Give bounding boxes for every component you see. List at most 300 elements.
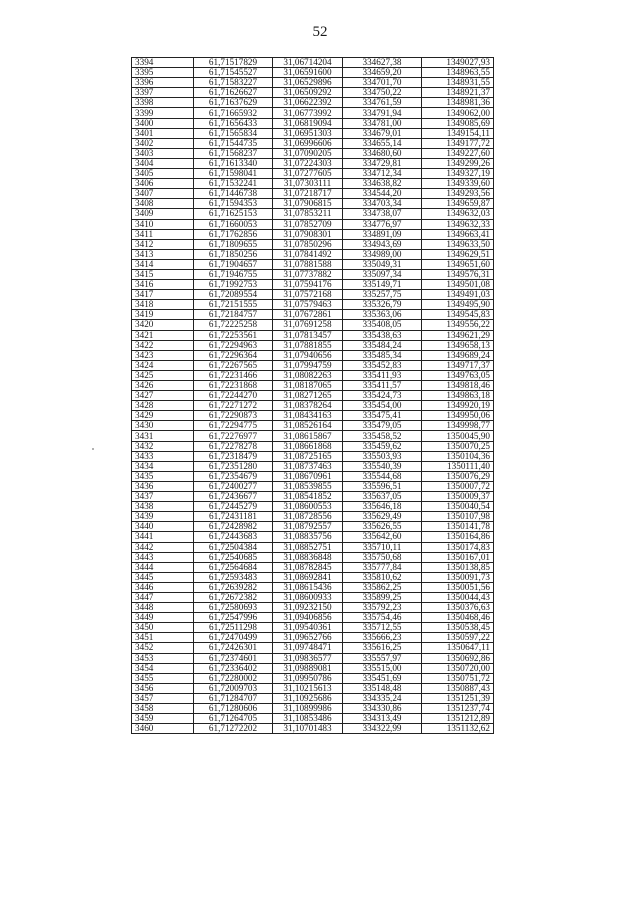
longitude-cell: 31,07594176 bbox=[273, 280, 343, 290]
table-row bbox=[132, 78, 494, 88]
page-number: 52 bbox=[312, 24, 328, 40]
x-coordinate-cell: 334703,34 bbox=[343, 199, 422, 209]
x-coordinate-cell: 335712,55 bbox=[343, 623, 422, 633]
point-number-cell: 3434 bbox=[132, 461, 194, 471]
x-coordinate-cell: 335257,75 bbox=[343, 290, 422, 300]
point-number-cell: 3398 bbox=[132, 98, 194, 108]
y-coordinate-cell: 1349689,24 bbox=[422, 350, 494, 360]
table-row bbox=[132, 229, 494, 239]
point-number-cell: 3412 bbox=[132, 239, 194, 249]
latitude-cell: 61,72318479 bbox=[194, 451, 273, 461]
table-row bbox=[132, 471, 494, 481]
point-number-cell: 3446 bbox=[132, 582, 194, 592]
table-row bbox=[132, 481, 494, 491]
longitude-cell: 31,07737882 bbox=[273, 269, 343, 279]
latitude-cell: 61,71545527 bbox=[194, 68, 273, 78]
point-number-cell: 3415 bbox=[132, 269, 194, 279]
longitude-cell: 31,06773992 bbox=[273, 108, 343, 118]
table-row bbox=[132, 199, 494, 209]
table-row bbox=[132, 179, 494, 189]
y-coordinate-cell: 1350051,56 bbox=[422, 582, 494, 592]
table-row bbox=[132, 128, 494, 138]
latitude-cell: 61,71992753 bbox=[194, 280, 273, 290]
x-coordinate-cell: 335451,69 bbox=[343, 673, 422, 683]
point-number-cell: 3416 bbox=[132, 280, 194, 290]
point-number-cell: 3395 bbox=[132, 68, 194, 78]
y-coordinate-cell: 1349629,51 bbox=[422, 249, 494, 259]
longitude-cell: 31,07303111 bbox=[273, 179, 343, 189]
y-coordinate-cell: 1349085,69 bbox=[422, 118, 494, 128]
x-coordinate-cell: 335777,84 bbox=[343, 562, 422, 572]
longitude-cell: 31,09540361 bbox=[273, 623, 343, 633]
latitude-cell: 61,72431181 bbox=[194, 512, 273, 522]
longitude-cell: 31,07906815 bbox=[273, 199, 343, 209]
y-coordinate-cell: 1349545,83 bbox=[422, 310, 494, 320]
x-coordinate-cell: 335642,60 bbox=[343, 532, 422, 542]
point-number-cell: 3431 bbox=[132, 431, 194, 441]
latitude-cell: 61,71284707 bbox=[194, 693, 273, 703]
point-number-cell: 3411 bbox=[132, 229, 194, 239]
x-coordinate-cell: 335408,05 bbox=[343, 320, 422, 330]
x-coordinate-cell: 334781,00 bbox=[343, 118, 422, 128]
point-number-cell: 3425 bbox=[132, 370, 194, 380]
point-number-cell: 3436 bbox=[132, 481, 194, 491]
point-number-cell: 3427 bbox=[132, 391, 194, 401]
latitude-cell: 61,72184757 bbox=[194, 310, 273, 320]
longitude-cell: 31,07691258 bbox=[273, 320, 343, 330]
x-coordinate-cell: 334776,97 bbox=[343, 219, 422, 229]
table-row bbox=[132, 592, 494, 602]
y-coordinate-cell: 1350468,46 bbox=[422, 613, 494, 623]
longitude-cell: 31,09652766 bbox=[273, 633, 343, 643]
point-number-cell: 3433 bbox=[132, 451, 194, 461]
longitude-cell: 31,08852751 bbox=[273, 542, 343, 552]
y-coordinate-cell: 1349491,03 bbox=[422, 290, 494, 300]
x-coordinate-cell: 334989,00 bbox=[343, 249, 422, 259]
point-number-cell: 3458 bbox=[132, 704, 194, 714]
table-row bbox=[132, 169, 494, 179]
x-coordinate-cell: 335666,23 bbox=[343, 633, 422, 643]
point-number-cell: 3399 bbox=[132, 108, 194, 118]
latitude-cell: 61,71946755 bbox=[194, 269, 273, 279]
point-number-cell: 3429 bbox=[132, 411, 194, 421]
point-number-cell: 3421 bbox=[132, 330, 194, 340]
table-row bbox=[132, 421, 494, 431]
y-coordinate-cell: 1351237,74 bbox=[422, 704, 494, 714]
longitude-cell: 31,06951303 bbox=[273, 128, 343, 138]
x-coordinate-cell: 334638,82 bbox=[343, 179, 422, 189]
longitude-cell: 31,09889081 bbox=[273, 663, 343, 673]
latitude-cell: 61,71637629 bbox=[194, 98, 273, 108]
table-row bbox=[132, 633, 494, 643]
x-coordinate-cell: 335411,93 bbox=[343, 370, 422, 380]
y-coordinate-cell: 1349633,50 bbox=[422, 239, 494, 249]
longitude-cell: 31,07853211 bbox=[273, 209, 343, 219]
point-number-cell: 3397 bbox=[132, 88, 194, 98]
x-coordinate-cell: 335515,00 bbox=[343, 663, 422, 673]
x-coordinate-cell: 334701,70 bbox=[343, 78, 422, 88]
y-coordinate-cell: 1349293,56 bbox=[422, 189, 494, 199]
latitude-cell: 61,72428982 bbox=[194, 522, 273, 532]
longitude-cell: 31,07940656 bbox=[273, 350, 343, 360]
latitude-cell: 61,72436677 bbox=[194, 492, 273, 502]
latitude-cell: 61,72278278 bbox=[194, 441, 273, 451]
y-coordinate-cell: 1350076,29 bbox=[422, 471, 494, 481]
longitude-cell: 31,10925686 bbox=[273, 693, 343, 703]
x-coordinate-cell: 335458,52 bbox=[343, 431, 422, 441]
longitude-cell: 31,06591600 bbox=[273, 68, 343, 78]
y-coordinate-cell: 1350138,85 bbox=[422, 562, 494, 572]
point-number-cell: 3441 bbox=[132, 532, 194, 542]
y-coordinate-cell: 1351212,89 bbox=[422, 714, 494, 724]
point-number-cell: 3442 bbox=[132, 542, 194, 552]
latitude-cell: 61,72280002 bbox=[194, 673, 273, 683]
latitude-cell: 61,72540685 bbox=[194, 552, 273, 562]
y-coordinate-cell: 1350111,40 bbox=[422, 461, 494, 471]
table-row bbox=[132, 58, 494, 68]
latitude-cell: 61,72267565 bbox=[194, 360, 273, 370]
table-row bbox=[132, 158, 494, 168]
longitude-cell: 31,07224303 bbox=[273, 158, 343, 168]
point-number-cell: 3419 bbox=[132, 310, 194, 320]
table-row bbox=[132, 522, 494, 532]
y-coordinate-cell: 1350692,86 bbox=[422, 653, 494, 663]
x-coordinate-cell: 335540,39 bbox=[343, 461, 422, 471]
longitude-cell: 31,08378264 bbox=[273, 401, 343, 411]
point-number-cell: 3410 bbox=[132, 219, 194, 229]
y-coordinate-cell: 1349556,22 bbox=[422, 320, 494, 330]
longitude-cell: 31,07852709 bbox=[273, 219, 343, 229]
x-coordinate-cell: 335750,68 bbox=[343, 552, 422, 562]
longitude-cell: 31,07218717 bbox=[273, 189, 343, 199]
point-number-cell: 3422 bbox=[132, 340, 194, 350]
x-coordinate-cell: 334791,94 bbox=[343, 108, 422, 118]
point-number-cell: 3401 bbox=[132, 128, 194, 138]
longitude-cell: 31,08792557 bbox=[273, 522, 343, 532]
y-coordinate-cell: 1349763,05 bbox=[422, 370, 494, 380]
table-row bbox=[132, 219, 494, 229]
x-coordinate-cell: 335459,62 bbox=[343, 441, 422, 451]
x-coordinate-cell: 334680,60 bbox=[343, 148, 422, 158]
point-number-cell: 3454 bbox=[132, 663, 194, 673]
point-number-cell: 3402 bbox=[132, 138, 194, 148]
longitude-cell: 31,07090205 bbox=[273, 148, 343, 158]
table-row bbox=[132, 441, 494, 451]
longitude-cell: 31,07672861 bbox=[273, 310, 343, 320]
x-coordinate-cell: 334891,09 bbox=[343, 229, 422, 239]
point-number-cell: 3426 bbox=[132, 381, 194, 391]
x-coordinate-cell: 334313,49 bbox=[343, 714, 422, 724]
latitude-cell: 61,72290873 bbox=[194, 411, 273, 421]
point-number-cell: 3406 bbox=[132, 179, 194, 189]
latitude-cell: 61,72593483 bbox=[194, 572, 273, 582]
y-coordinate-cell: 1349227,60 bbox=[422, 148, 494, 158]
table-row bbox=[132, 330, 494, 340]
point-number-cell: 3456 bbox=[132, 683, 194, 693]
x-coordinate-cell: 335792,23 bbox=[343, 603, 422, 613]
latitude-cell: 61,72443683 bbox=[194, 532, 273, 542]
table-row bbox=[132, 411, 494, 421]
y-coordinate-cell: 1350070,25 bbox=[422, 441, 494, 451]
longitude-cell: 31,06529896 bbox=[273, 78, 343, 88]
latitude-cell: 61,72547996 bbox=[194, 613, 273, 623]
longitude-cell: 31,08728556 bbox=[273, 512, 343, 522]
y-coordinate-cell: 1350720,00 bbox=[422, 663, 494, 673]
table-row bbox=[132, 350, 494, 360]
y-coordinate-cell: 1350538,45 bbox=[422, 623, 494, 633]
table-row bbox=[132, 562, 494, 572]
point-number-cell: 3420 bbox=[132, 320, 194, 330]
x-coordinate-cell: 335454,00 bbox=[343, 401, 422, 411]
longitude-cell: 31,07841492 bbox=[273, 249, 343, 259]
point-number-cell: 3403 bbox=[132, 148, 194, 158]
point-number-cell: 3407 bbox=[132, 189, 194, 199]
point-number-cell: 3459 bbox=[132, 714, 194, 724]
latitude-cell: 61,72504384 bbox=[194, 542, 273, 552]
point-number-cell: 3414 bbox=[132, 259, 194, 269]
table-row bbox=[132, 401, 494, 411]
y-coordinate-cell: 1351132,62 bbox=[422, 724, 494, 734]
x-coordinate-cell: 335326,79 bbox=[343, 300, 422, 310]
y-coordinate-cell: 1348981,36 bbox=[422, 98, 494, 108]
latitude-cell: 61,71264705 bbox=[194, 714, 273, 724]
latitude-cell: 61,71762856 bbox=[194, 229, 273, 239]
point-number-cell: 3460 bbox=[132, 724, 194, 734]
x-coordinate-cell: 334738,07 bbox=[343, 209, 422, 219]
y-coordinate-cell: 1350007,72 bbox=[422, 481, 494, 491]
y-coordinate-cell: 1349651,60 bbox=[422, 259, 494, 269]
y-coordinate-cell: 1350045,90 bbox=[422, 431, 494, 441]
x-coordinate-cell: 334627,38 bbox=[343, 58, 422, 68]
y-coordinate-cell: 1350141,78 bbox=[422, 522, 494, 532]
longitude-cell: 31,07881588 bbox=[273, 259, 343, 269]
x-coordinate-cell: 335754,46 bbox=[343, 613, 422, 623]
x-coordinate-cell: 334679,01 bbox=[343, 128, 422, 138]
table-row bbox=[132, 613, 494, 623]
latitude-cell: 61,71665932 bbox=[194, 108, 273, 118]
point-number-cell: 3453 bbox=[132, 653, 194, 663]
y-coordinate-cell: 1350887,43 bbox=[422, 683, 494, 693]
table-row bbox=[132, 310, 494, 320]
longitude-cell: 31,08434163 bbox=[273, 411, 343, 421]
longitude-cell: 31,09836577 bbox=[273, 653, 343, 663]
point-number-cell: 3424 bbox=[132, 360, 194, 370]
point-number-cell: 3452 bbox=[132, 643, 194, 653]
latitude-cell: 61,72244270 bbox=[194, 391, 273, 401]
x-coordinate-cell: 335637,05 bbox=[343, 492, 422, 502]
x-coordinate-cell: 335452,83 bbox=[343, 360, 422, 370]
x-coordinate-cell: 335411,57 bbox=[343, 381, 422, 391]
longitude-cell: 31,09748471 bbox=[273, 643, 343, 653]
y-coordinate-cell: 1349027,93 bbox=[422, 58, 494, 68]
table-row bbox=[132, 209, 494, 219]
latitude-cell: 61,71594353 bbox=[194, 199, 273, 209]
point-number-cell: 3400 bbox=[132, 118, 194, 128]
latitude-cell: 61,72400277 bbox=[194, 481, 273, 491]
y-coordinate-cell: 1349920,19 bbox=[422, 401, 494, 411]
latitude-cell: 61,72225258 bbox=[194, 320, 273, 330]
x-coordinate-cell: 335646,18 bbox=[343, 502, 422, 512]
x-coordinate-cell: 335899,25 bbox=[343, 592, 422, 602]
table-row bbox=[132, 138, 494, 148]
table-row bbox=[132, 118, 494, 128]
table-row bbox=[132, 451, 494, 461]
y-coordinate-cell: 1350647,11 bbox=[422, 643, 494, 653]
table-row bbox=[132, 381, 494, 391]
y-coordinate-cell: 1349495,90 bbox=[422, 300, 494, 310]
x-coordinate-cell: 334729,81 bbox=[343, 158, 422, 168]
y-coordinate-cell: 1350091,73 bbox=[422, 572, 494, 582]
coordinates-table bbox=[131, 57, 494, 734]
table-row bbox=[132, 512, 494, 522]
longitude-cell: 31,08692841 bbox=[273, 572, 343, 582]
latitude-cell: 61,71568237 bbox=[194, 148, 273, 158]
table-row bbox=[132, 98, 494, 108]
table-row bbox=[132, 582, 494, 592]
x-coordinate-cell: 335484,24 bbox=[343, 340, 422, 350]
table-row bbox=[132, 431, 494, 441]
x-coordinate-cell: 335710,11 bbox=[343, 542, 422, 552]
longitude-cell: 31,10899986 bbox=[273, 704, 343, 714]
y-coordinate-cell: 1349998,77 bbox=[422, 421, 494, 431]
longitude-cell: 31,08082263 bbox=[273, 370, 343, 380]
x-coordinate-cell: 335544,68 bbox=[343, 471, 422, 481]
latitude-cell: 61,72151555 bbox=[194, 300, 273, 310]
latitude-cell: 61,71809655 bbox=[194, 239, 273, 249]
latitude-cell: 61,72294963 bbox=[194, 340, 273, 350]
x-coordinate-cell: 335626,55 bbox=[343, 522, 422, 532]
point-number-cell: 3440 bbox=[132, 522, 194, 532]
latitude-cell: 61,71446738 bbox=[194, 189, 273, 199]
longitude-cell: 31,10701483 bbox=[273, 724, 343, 734]
point-number-cell: 3418 bbox=[132, 300, 194, 310]
x-coordinate-cell: 335485,34 bbox=[343, 350, 422, 360]
table-row bbox=[132, 290, 494, 300]
x-coordinate-cell: 335479,05 bbox=[343, 421, 422, 431]
point-number-cell: 3417 bbox=[132, 290, 194, 300]
table-row bbox=[132, 189, 494, 199]
longitude-cell: 31,09950786 bbox=[273, 673, 343, 683]
latitude-cell: 61,72672382 bbox=[194, 592, 273, 602]
table-row bbox=[132, 68, 494, 78]
point-number-cell: 3443 bbox=[132, 552, 194, 562]
x-coordinate-cell: 334712,34 bbox=[343, 169, 422, 179]
point-number-cell: 3404 bbox=[132, 158, 194, 168]
latitude-cell: 61,71565834 bbox=[194, 128, 273, 138]
longitude-cell: 31,08600933 bbox=[273, 592, 343, 602]
point-number-cell: 3445 bbox=[132, 572, 194, 582]
longitude-cell: 31,09406856 bbox=[273, 613, 343, 623]
x-coordinate-cell: 335475,41 bbox=[343, 411, 422, 421]
y-coordinate-cell: 1349327,19 bbox=[422, 169, 494, 179]
latitude-cell: 61,72426301 bbox=[194, 643, 273, 653]
y-coordinate-cell: 1351251,39 bbox=[422, 693, 494, 703]
longitude-cell: 31,08615867 bbox=[273, 431, 343, 441]
point-number-cell: 3435 bbox=[132, 471, 194, 481]
point-number-cell: 3451 bbox=[132, 633, 194, 643]
y-coordinate-cell: 1350040,54 bbox=[422, 502, 494, 512]
point-number-cell: 3447 bbox=[132, 592, 194, 602]
table-row bbox=[132, 360, 494, 370]
latitude-cell: 61,71904657 bbox=[194, 259, 273, 269]
table-row bbox=[132, 683, 494, 693]
y-coordinate-cell: 1348931,55 bbox=[422, 78, 494, 88]
table-row bbox=[132, 461, 494, 471]
table-row bbox=[132, 704, 494, 714]
point-number-cell: 3430 bbox=[132, 421, 194, 431]
longitude-cell: 31,07572168 bbox=[273, 290, 343, 300]
y-coordinate-cell: 1350104,36 bbox=[422, 451, 494, 461]
longitude-cell: 31,07579463 bbox=[273, 300, 343, 310]
x-coordinate-cell: 335862,25 bbox=[343, 582, 422, 592]
x-coordinate-cell: 334943,69 bbox=[343, 239, 422, 249]
longitude-cell: 31,08187065 bbox=[273, 381, 343, 391]
point-number-cell: 3449 bbox=[132, 613, 194, 623]
latitude-cell: 61,71272202 bbox=[194, 724, 273, 734]
table-row bbox=[132, 502, 494, 512]
x-coordinate-cell: 334761,59 bbox=[343, 98, 422, 108]
longitude-cell: 31,07813457 bbox=[273, 330, 343, 340]
x-coordinate-cell: 334330,86 bbox=[343, 704, 422, 714]
y-coordinate-cell: 1349632,03 bbox=[422, 209, 494, 219]
point-number-cell: 3428 bbox=[132, 401, 194, 411]
y-coordinate-cell: 1349950,06 bbox=[422, 411, 494, 421]
table-row bbox=[132, 552, 494, 562]
longitude-cell: 31,10853486 bbox=[273, 714, 343, 724]
latitude-cell: 61,71626627 bbox=[194, 88, 273, 98]
point-number-cell: 3444 bbox=[132, 562, 194, 572]
table-row bbox=[132, 714, 494, 724]
point-number-cell: 3408 bbox=[132, 199, 194, 209]
longitude-cell: 31,08271265 bbox=[273, 391, 343, 401]
table-row bbox=[132, 693, 494, 703]
longitude-cell: 31,07908301 bbox=[273, 229, 343, 239]
table-row bbox=[132, 88, 494, 98]
table-row bbox=[132, 623, 494, 633]
table-row bbox=[132, 340, 494, 350]
x-coordinate-cell: 335424,73 bbox=[343, 391, 422, 401]
table-row bbox=[132, 603, 494, 613]
y-coordinate-cell: 1349501,08 bbox=[422, 280, 494, 290]
y-coordinate-cell: 1348921,37 bbox=[422, 88, 494, 98]
x-coordinate-cell: 334322,99 bbox=[343, 724, 422, 734]
x-coordinate-cell: 334659,20 bbox=[343, 68, 422, 78]
longitude-cell: 31,08836848 bbox=[273, 552, 343, 562]
x-coordinate-cell: 334750,22 bbox=[343, 88, 422, 98]
point-number-cell: 3437 bbox=[132, 492, 194, 502]
longitude-cell: 31,08835756 bbox=[273, 532, 343, 542]
y-coordinate-cell: 1350009,37 bbox=[422, 492, 494, 502]
latitude-cell: 61,71613340 bbox=[194, 158, 273, 168]
latitude-cell: 61,71532241 bbox=[194, 179, 273, 189]
table-row bbox=[132, 643, 494, 653]
latitude-cell: 61,72253561 bbox=[194, 330, 273, 340]
x-coordinate-cell: 335363,06 bbox=[343, 310, 422, 320]
point-number-cell: 3455 bbox=[132, 673, 194, 683]
latitude-cell: 61,71598041 bbox=[194, 169, 273, 179]
table-row bbox=[132, 391, 494, 401]
longitude-cell: 31,08526164 bbox=[273, 421, 343, 431]
y-coordinate-cell: 1349576,31 bbox=[422, 269, 494, 279]
latitude-cell: 61,71625153 bbox=[194, 209, 273, 219]
table-row bbox=[132, 724, 494, 734]
latitude-cell: 61,71660053 bbox=[194, 219, 273, 229]
point-number-cell: 3394 bbox=[132, 58, 194, 68]
point-number-cell: 3439 bbox=[132, 512, 194, 522]
y-coordinate-cell: 1349062,00 bbox=[422, 108, 494, 118]
table-row bbox=[132, 239, 494, 249]
longitude-cell: 31,06714204 bbox=[273, 58, 343, 68]
